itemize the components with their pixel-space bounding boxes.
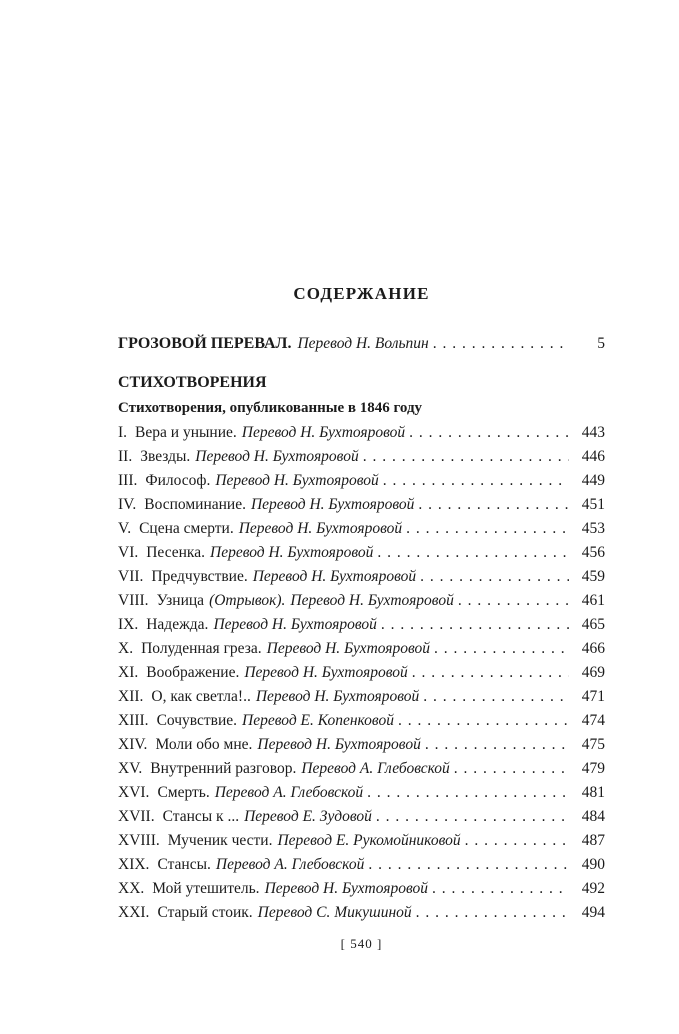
dot-leader	[432, 877, 569, 901]
dot-leader	[434, 637, 569, 661]
toc-entry-translator: Перевод Н. Бухтояровой	[241, 424, 406, 441]
toc-entry-numeral: XVIII.	[118, 832, 160, 849]
toc-entry-translator: Перевод Н. Бухтояровой	[290, 592, 454, 609]
toc-entry[interactable]	[118, 733, 605, 757]
toc-entry-page-number: 465	[581, 616, 605, 633]
toc-entry-translator: Перевод Е. Зудовой	[244, 808, 372, 825]
toc-entry-page-number: 484	[581, 808, 605, 825]
dot-leader	[377, 541, 569, 565]
dot-leader	[423, 685, 569, 709]
toc-entry-translator: Перевод А. Глебовской	[301, 760, 450, 777]
toc-entry-translator: Перевод Е. Рукомойниковой	[277, 832, 461, 849]
toc-entry-title: Моли обо мне.	[155, 736, 253, 753]
toc-entry-title: Вера и уныние.	[135, 424, 237, 441]
toc-entry-numeral: XV.	[118, 760, 143, 777]
toc-entry-page-number: 471	[581, 688, 605, 705]
toc-entry[interactable]	[118, 493, 605, 517]
toc-entry-numeral: XII.	[118, 688, 144, 705]
toc-entry-page-number: 446	[581, 448, 605, 465]
dot-leader	[433, 332, 569, 356]
dot-leader	[418, 493, 569, 517]
toc-entry-numeral: XIII.	[118, 712, 149, 729]
toc-entry-title: Стансы к ...	[162, 808, 240, 825]
toc-entry-numeral: X.	[118, 640, 134, 657]
toc-main-translator: Перевод Н. Вольпин	[297, 335, 429, 352]
toc-entry-title: Воображение.	[146, 664, 240, 681]
toc-list	[118, 421, 605, 925]
toc-entry[interactable]	[118, 469, 605, 493]
toc-entry-title-detail: (Отрывок).	[209, 592, 286, 609]
dot-leader	[381, 613, 569, 637]
toc-entry[interactable]	[118, 589, 605, 613]
toc-entry-numeral: III.	[118, 472, 138, 489]
toc-entry-title: Мой утешитель.	[152, 880, 260, 897]
toc-entry-translator: Перевод Н. Бухтояровой	[213, 616, 377, 633]
toc-entry-translator: Перевод Н. Бухтояровой	[215, 472, 379, 489]
contents-heading: СОДЕРЖАНИЕ	[293, 284, 430, 303]
dot-leader	[406, 517, 569, 541]
poems-1846-subheading: Стихотворения, опубликованные в 1846 году	[118, 400, 423, 416]
toc-main-page-number: 5	[597, 335, 605, 352]
toc-entry-translator: Перевод Н. Бухтояровой	[238, 520, 403, 537]
toc-entry-translator: Перевод Е. Копенковой	[242, 712, 394, 729]
toc-entry-title: Надежда.	[146, 616, 209, 633]
toc-entry-page-number: 481	[581, 784, 605, 801]
toc-entry-translator: Перевод Н. Бухтояровой	[244, 664, 408, 681]
toc-entry-numeral: XI.	[118, 664, 139, 681]
dot-leader	[368, 853, 569, 877]
dot-leader	[465, 829, 569, 853]
toc-entry-page-number: 453	[581, 520, 605, 537]
toc-entry-title: Предчувствие.	[151, 568, 248, 585]
toc-entry-numeral: XXI.	[118, 904, 150, 921]
toc-entry-title: Полуденная греза.	[141, 640, 262, 657]
toc-entry-page-number: 490	[581, 856, 605, 873]
toc-entry-title: Звезды.	[140, 448, 191, 465]
toc-entry-page-number: 494	[581, 904, 605, 921]
toc-entry-numeral: XIX.	[118, 856, 150, 873]
toc-entry-numeral: I.	[118, 424, 128, 441]
toc-entry[interactable]	[118, 829, 605, 853]
toc-entry-title: Старый стоик.	[157, 904, 253, 921]
toc-entry[interactable]	[118, 445, 605, 469]
dot-leader	[398, 709, 569, 733]
toc-entry-page-number: 479	[581, 760, 605, 777]
toc-entry-page-number: 475	[581, 736, 605, 753]
toc-entry-page-number: 459	[581, 568, 605, 585]
toc-entry-title: Философ.	[145, 472, 211, 489]
toc-entry-title: О, как светла!..	[151, 688, 251, 705]
toc-entry[interactable]	[118, 421, 605, 445]
toc-entry-page-number: 492	[581, 880, 605, 897]
toc-entry-title: Воспоминание.	[144, 496, 246, 513]
toc-entry-numeral: XX.	[118, 880, 145, 897]
toc-entry-translator: Перевод Н. Бухтояровой	[252, 568, 417, 585]
dot-leader	[376, 805, 569, 829]
poems-section-heading: СТИХОТВОРЕНИЯ	[118, 374, 267, 391]
dot-leader	[409, 421, 569, 445]
toc-entry-page-number: 456	[581, 544, 605, 561]
toc-entry-page-number: 461	[581, 592, 605, 609]
toc-entry-title: Песенка.	[146, 544, 205, 561]
toc-entry-translator: Перевод Н. Бухтояровой	[250, 496, 415, 513]
toc-entry[interactable]	[118, 517, 605, 541]
toc-entry[interactable]	[118, 637, 605, 661]
toc-entry-translator: Перевод Н. Бухтояровой	[255, 688, 420, 705]
toc-entry-page-number: 466	[581, 640, 605, 657]
dot-leader	[363, 445, 569, 469]
toc-entry-numeral: XVII.	[118, 808, 155, 825]
toc-entry-numeral: II.	[118, 448, 133, 465]
toc-entry-numeral: IV.	[118, 496, 137, 513]
toc-entry-page-number: 443	[581, 424, 605, 441]
toc-entry-page-number: 487	[581, 832, 605, 849]
toc-entry-title: Внутренний разговор.	[150, 760, 297, 777]
toc-entry[interactable]	[118, 541, 605, 565]
toc-entry-numeral: XIV.	[118, 736, 148, 753]
toc-main-title: ГРОЗОВОЙ ПЕРЕВАЛ.	[118, 335, 292, 352]
dot-leader	[416, 901, 569, 925]
toc-entry[interactable]	[118, 613, 605, 637]
toc-entry-title: Сцена смерти.	[139, 520, 234, 537]
toc-entry-page-number: 474	[581, 712, 605, 729]
toc-entry[interactable]	[118, 781, 605, 805]
toc-entry[interactable]	[118, 901, 605, 925]
toc-entry-page-number: 449	[581, 472, 605, 489]
toc-entry-main[interactable]	[118, 332, 605, 356]
toc-entry-translator: Перевод Н. Бухтояровой	[210, 544, 374, 561]
toc-entry-title: Узница	[156, 592, 205, 609]
toc-entry-translator: Перевод А. Глебовской	[214, 784, 364, 801]
toc-entry-numeral: XVI.	[118, 784, 150, 801]
toc-entry-title: Смерть.	[157, 784, 210, 801]
toc-entry-translator: Перевод Н. Бухтояровой	[195, 448, 359, 465]
toc-entry-page-number: 451	[581, 496, 605, 513]
toc-entry-numeral: VII.	[118, 568, 144, 585]
dot-leader	[454, 757, 569, 781]
toc-entry-numeral: IX.	[118, 616, 139, 633]
toc-entry[interactable]	[118, 877, 605, 901]
toc-entry-translator: Перевод Н. Бухтояровой	[257, 736, 421, 753]
toc-entry-translator: Перевод Н. Бухтояровой	[266, 640, 431, 657]
toc-entry-title: Стансы.	[157, 856, 211, 873]
toc-entry[interactable]	[118, 709, 605, 733]
folio-page-number: [ 540 ]	[340, 936, 383, 951]
toc-entry-translator: Перевод Н. Бухтояровой	[264, 880, 428, 897]
toc-entry-title: Сочувствие.	[156, 712, 238, 729]
toc-entry-numeral: VIII.	[118, 592, 149, 609]
toc-entry-translator: Перевод С. Микушиной	[257, 904, 412, 921]
toc-entry[interactable]	[118, 805, 605, 829]
toc-entry[interactable]	[118, 757, 605, 781]
dot-leader	[367, 781, 569, 805]
dot-leader	[412, 661, 569, 685]
dot-leader	[383, 469, 569, 493]
toc-entry[interactable]	[118, 685, 605, 709]
toc-entry[interactable]	[118, 661, 605, 685]
dot-leader	[425, 733, 569, 757]
dot-leader	[458, 589, 569, 613]
toc-entry[interactable]	[118, 565, 605, 589]
toc-entry[interactable]	[118, 853, 605, 877]
toc-entry-translator: Перевод А. Глебовской	[215, 856, 365, 873]
toc-entry-numeral: V.	[118, 520, 132, 537]
toc-entry-title: Мученик чести.	[167, 832, 273, 849]
toc-entry-page-number: 469	[581, 664, 605, 681]
toc-entry-numeral: VI.	[118, 544, 139, 561]
dot-leader	[420, 565, 569, 589]
